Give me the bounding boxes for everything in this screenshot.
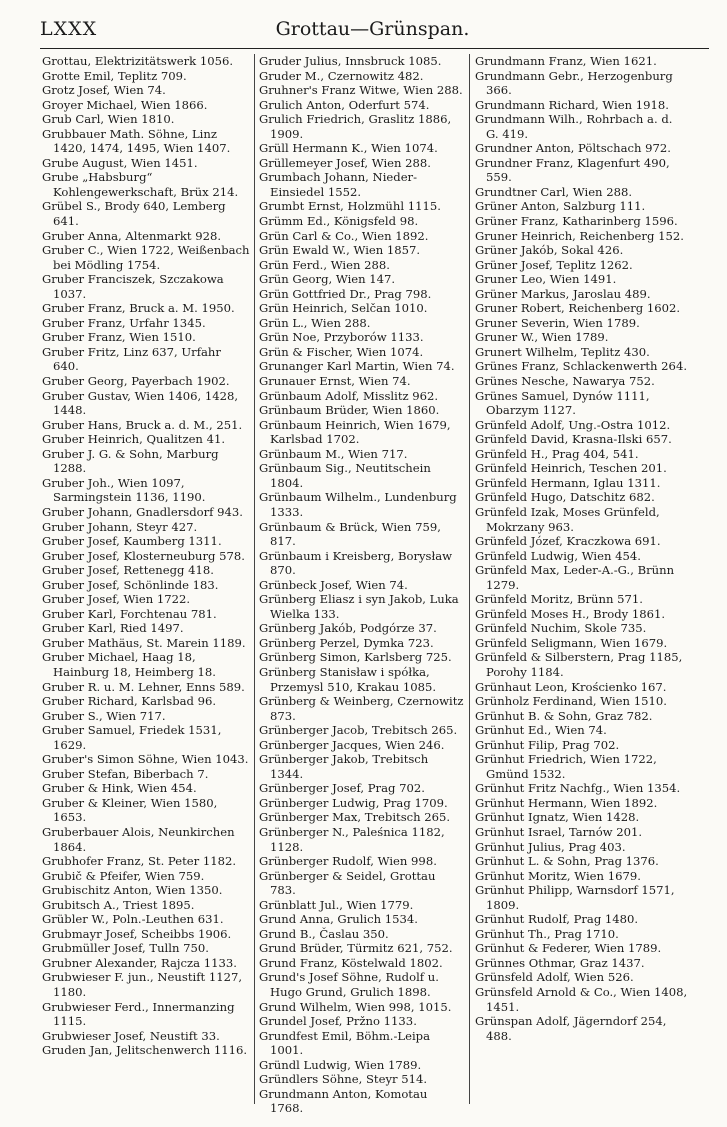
directory-entry: Grünnes Othmar, Graz 1437. xyxy=(475,955,645,970)
directory-entry: Grumbach Johann, Nieder-Einsiedel 1552. xyxy=(259,170,418,199)
directory-entry: Gruner W., Wien 1789. xyxy=(475,330,609,345)
directory-entry: Gruber Richard, Karlsbad 96. xyxy=(42,694,217,709)
directory-entry: Grünfeld Józef, Kraczkowa 691. xyxy=(475,534,661,549)
directory-entry: Gruber Samuel, Friedek 1531, 1629. xyxy=(42,723,222,752)
directory-entry: Grünhut B. & Sohn, Graz 782. xyxy=(475,708,653,723)
directory-entry: Gruner Severin, Wien 1789. xyxy=(475,315,640,330)
directory-entry: Grünhut Th., Prag 1710. xyxy=(475,926,619,941)
directory-entry: Gruber Michael, Haag 18, Hainburg 18, Heimberg 18. xyxy=(42,650,216,679)
directory-entry: Grünberger Josef, Prag 702. xyxy=(259,781,425,796)
directory-entry: Grünes Samuel, Dynów 1111, Obarzym 1127. xyxy=(475,388,650,418)
directory-entry: Grünhaut Leon, Krościenko 167. xyxy=(475,679,667,694)
directory-entry: Grundmann Richard, Wien 1918. xyxy=(475,97,669,112)
directory-entry: Grundmann Gebr., Herzogenburg 366. xyxy=(475,68,673,98)
directory-entry: Grünfeld Hermann, Iglau 1311. xyxy=(475,475,661,490)
directory-entry: Grunert Wilhelm, Teplitz 430. xyxy=(475,344,650,359)
directory-entry: Gründlers Söhne, Steyr 514. xyxy=(259,1072,428,1087)
directory-entry: Grotz Josef, Wien 74. xyxy=(42,83,166,98)
directory-entry: Grünfeld Nuchim, Skole 735. xyxy=(475,621,647,636)
directory-entry: Grübel S., Brody 640, Lemberg 641. xyxy=(42,199,226,229)
directory-entry: Grünberger & Seidel, Grottau 783. xyxy=(259,868,436,898)
directory-entry: Gruber Josef, Klosterneuburg 578. xyxy=(42,548,245,563)
directory-column-1 xyxy=(42,54,250,1058)
directory-entry: Grünhut Fritz Nachfg., Wien 1354. xyxy=(475,781,681,796)
directory-entry: Gruner Leo, Wien 1491. xyxy=(475,272,617,287)
directory-entry: Grünhut L. & Sohn, Prag 1376. xyxy=(475,854,659,869)
directory-entry: Grübler W., Poln.-Leuthen 631. xyxy=(42,912,224,927)
directory-entry: Grünholz Ferdinand, Wien 1510. xyxy=(475,694,667,709)
directory-entry: Grüllemeyer Josef, Wien 288. xyxy=(259,155,431,170)
directory-entry: Grünbaum Sig., Neutitschein 1804. xyxy=(259,461,431,490)
directory-entry: Grumbt Ernst, Holzmühl 1115. xyxy=(259,199,441,214)
directory-entry: Gruner Heinrich, Reichenberg 152. xyxy=(475,228,684,243)
page-title: Grottau—Grünspan. xyxy=(275,18,470,40)
directory-entry: Grund Brüder, Türmitz 621, 752. xyxy=(259,941,453,956)
directory-entry: Grünhut Filip, Prag 702. xyxy=(475,737,620,752)
directory-entry: Grünberger Jakob, Trebitsch 1344. xyxy=(259,752,429,781)
directory-entry: Grün L., Wien 288. xyxy=(259,315,371,330)
directory-entry: Grubner Alexander, Rajcza 1133. xyxy=(42,955,237,970)
directory-entry: Grunanger Karl Martin, Wien 74. xyxy=(259,359,455,374)
directory-entry: Gruber & Hink, Wien 454. xyxy=(42,781,197,796)
directory-entry: Grünfeld & Silberstern, Prag 1185, Porohy 1184. xyxy=(475,650,683,679)
directory-entry: Grünhut Julius, Prag 403. xyxy=(475,839,626,854)
directory-entry: Grubitsch A., Triest 1895. xyxy=(42,897,195,912)
directory-entry: Gruber & Kleiner, Wien 1580, 1653. xyxy=(42,795,218,825)
directory-entry: Grünhut Ed., Wien 74. xyxy=(475,723,607,738)
directory-entry: Grüner Anton, Salzburg 111. xyxy=(475,199,646,214)
directory-entry: Gruber Josef, Wien 1722. xyxy=(42,592,191,607)
directory-entry: Grün Noe, Przyborów 1133. xyxy=(259,330,424,345)
directory-entry: Gruber Heinrich, Qualitzen 41. xyxy=(42,432,226,447)
directory-entry: Grünbaum Wilhelm., Lundenburg 1333. xyxy=(259,490,457,519)
directory-entry: Gruber Karl, Forchtenau 781. xyxy=(42,606,217,621)
directory-entry: Grubwieser F. jun., Neustift 1127, 1180. xyxy=(42,970,243,999)
directory-entry: Gruber Mathäus, St. Marein 1189. xyxy=(42,635,246,650)
directory-entry: Gruhner's Franz Witwe, Wien 288. xyxy=(259,83,463,98)
directory-entry: Grünfeld Max, Leder-A.-G., Brünn 1279. xyxy=(475,563,675,592)
directory-entry: Grünfeld Heinrich, Teschen 201. xyxy=(475,461,667,476)
directory-entry: Grundel Josef, Pržno 1133. xyxy=(259,1014,417,1029)
directory-entry: Gruber Josef, Rettenegg 418. xyxy=(42,563,214,578)
directory-entry: Grubmayr Josef, Scheibbs 1906. xyxy=(42,926,232,941)
directory-entry: Grottau, Elektrizitätswerk 1056. xyxy=(42,54,234,68)
directory-entry: Grünhut & Federer, Wien 1789. xyxy=(475,941,662,956)
directory-entry: Grünberger Jacob, Trebitsch 265. xyxy=(259,723,458,738)
directory-entry: Grünhut Israel, Tarnów 201. xyxy=(475,824,643,839)
directory-entry: Grünfeld Moses H., Brody 1861. xyxy=(475,606,666,621)
directory-entry: Grünbaum & Brück, Wien 759, 817. xyxy=(259,519,441,549)
directory-entry: Grubič & Pfeifer, Wien 759. xyxy=(42,868,205,883)
directory-entry: Grünfeld Ludwig, Wien 454. xyxy=(475,548,641,563)
directory-entry: Gruber Fritz, Linz 637, Urfahr 640. xyxy=(42,344,221,374)
directory-entry: Grund's Josef Söhne, Rudolf u. Hugo Grund, Grulich 1898. xyxy=(259,970,439,999)
column-divider xyxy=(254,54,255,1104)
directory-entry: Gruder M., Czernowitz 482. xyxy=(259,68,424,83)
directory-entry: Grünfeld Hugo, Datschitz 682. xyxy=(475,490,655,505)
directory-entry: Grund Wilhelm, Wien 998, 1015. xyxy=(259,999,452,1014)
directory-entry: Gruber Johann, Gnadlersdorf 943. xyxy=(42,504,243,519)
directory-entry: Grün Heinrich, Selčan 1010. xyxy=(259,301,428,316)
directory-entry: Grünbaum Brüder, Wien 1860. xyxy=(259,403,440,418)
directory-entry: Gruber Franz, Wien 1510. xyxy=(42,330,196,345)
directory-entry: Grünberger Jacques, Wien 246. xyxy=(259,737,445,752)
directory-entry: Grüll Hermann K., Wien 1074. xyxy=(259,141,438,156)
directory-entry: Grund Franz, Köstelwald 1802. xyxy=(259,955,443,970)
directory-entry: Gruber Anna, Altenmarkt 928. xyxy=(42,228,222,243)
directory-entry: Grünes Franz, Schlackenwerth 264. xyxy=(475,359,687,374)
directory-entry: Grünspan Adolf, Jägerndorf 254, 488. xyxy=(475,1014,667,1043)
directory-entry: Gruber Franz, Urfahr 1345. xyxy=(42,315,206,330)
directory-entry: Grünfeld Izak, Moses Grünfeld, Mokrzany 963. xyxy=(475,504,660,534)
directory-entry: Gruber's Simon Söhne, Wien 1043. xyxy=(42,752,249,767)
directory-entry: Grünbaum Adolf, Misslitz 962. xyxy=(259,388,439,403)
directory-entry: Grüner Jakób, Sokal 426. xyxy=(475,243,624,258)
directory-entry: Gruder Julius, Innsbruck 1085. xyxy=(259,54,442,68)
directory-entry: Grün Carl & Co., Wien 1892. xyxy=(259,228,429,243)
directory-entry: Gruber Georg, Payerbach 1902. xyxy=(42,374,230,389)
directory-entry: Grundtner Carl, Wien 288. xyxy=(475,184,633,199)
directory-entry: Gruber J. G. & Sohn, Marburg 1288. xyxy=(42,446,219,476)
directory-entry: Grünberg Perzel, Dymka 723. xyxy=(259,635,434,650)
directory-entry: Grulich Anton, Oderfurt 574. xyxy=(259,97,430,112)
directory-entry: Grotte Emil, Teplitz 709. xyxy=(42,68,187,83)
directory-entry: Grundmann Wilh., Rohrbach a. d. G. 419. xyxy=(475,112,673,141)
directory-entry: Gruber R. u. M. Lehner, Enns 589. xyxy=(42,679,245,694)
directory-entry: Grünberg Eliasz i syn Jakob, Luka Wielka 133. xyxy=(259,592,459,621)
directory-entry: Grube August, Wien 1451. xyxy=(42,155,198,170)
directory-entry: Grünfeld Moritz, Brünn 571. xyxy=(475,592,643,607)
directory-entry: Grünfeld Adolf, Ung.-Ostra 1012. xyxy=(475,417,671,432)
directory-entry: Gruner Robert, Reichenberg 1602. xyxy=(475,301,681,316)
directory-entry: Grubwieser Josef, Neustift 33. xyxy=(42,1028,220,1043)
header-rule xyxy=(40,48,709,49)
directory-entry: Grüner Markus, Jaroslau 489. xyxy=(475,286,651,301)
directory-column-2 xyxy=(259,54,464,1116)
directory-entry: Gruber Franz, Bruck a. M. 1950. xyxy=(42,301,235,316)
directory-entry: Grubhofer Franz, St. Peter 1182. xyxy=(42,854,237,869)
directory-entry: Grünhut Moritz, Wien 1679. xyxy=(475,868,641,883)
directory-entry: Gruber Josef, Kaumberg 1311. xyxy=(42,534,222,549)
directory-entry: Grüner Josef, Teplitz 1262. xyxy=(475,257,633,272)
directory-entry: Gruber Stefan, Biberbach 7. xyxy=(42,766,209,781)
directory-entry: Grundner Franz, Klagenfurt 490, 559. xyxy=(475,155,670,185)
directory-entry: Grünfeld H., Prag 404, 541. xyxy=(475,446,639,461)
directory-entry: Gruber Hans, Bruck a. d. M., 251. xyxy=(42,417,243,432)
directory-entry: Grünbaum i Kreisberg, Borysław 870. xyxy=(259,548,453,578)
directory-entry: Grün Gottfried Dr., Prag 798. xyxy=(259,286,432,301)
directory-entry: Grünbeck Josef, Wien 74. xyxy=(259,577,408,592)
directory-entry: Grünberger N., Paleśnica 1182, 1128. xyxy=(259,824,445,854)
directory-entry: Grund B., Časlau 350. xyxy=(259,926,389,941)
directory-entry: Grünsfeld Adolf, Wien 526. xyxy=(475,970,634,985)
column-divider xyxy=(469,54,470,1104)
directory-entry: Groyer Michael, Wien 1866. xyxy=(42,97,208,112)
directory-entry: Gruber Karl, Ried 1497. xyxy=(42,621,184,636)
directory-entry: Grün Ferd., Wien 288. xyxy=(259,257,390,272)
directory-entry: Grunauer Ernst, Wien 74. xyxy=(259,374,411,389)
directory-entry: Gruberbauer Alois, Neunkirchen 1864. xyxy=(42,824,235,854)
directory-entry: Grünhut Ignatz, Wien 1428. xyxy=(475,810,640,825)
page-number: LXXX xyxy=(40,18,98,40)
directory-entry: Grundmann Anton, Komotau 1768. xyxy=(259,1086,428,1116)
directory-entry: Grümm Ed., Königsfeld 98. xyxy=(259,214,419,229)
directory-entry: Grüner Franz, Katharinberg 1596. xyxy=(475,214,678,229)
directory-entry: Grünberg Simon, Karlsberg 725. xyxy=(259,650,452,665)
directory-entry: Grün Ewald W., Wien 1857. xyxy=(259,243,421,258)
directory-entry: Grubbauer Math. Söhne, Linz 1420, 1474, 1495, Wien 1407. xyxy=(42,126,231,156)
directory-entry: Gruber Franciszek, Szczakowa 1037. xyxy=(42,272,224,301)
directory-entry: Grund Anna, Grulich 1534. xyxy=(259,912,418,927)
directory-entry: Grünblatt Jul., Wien 1779. xyxy=(259,897,414,912)
directory-entry: Grundmann Franz, Wien 1621. xyxy=(475,54,657,68)
directory-entry: Grünfeld David, Krasna-Ilski 657. xyxy=(475,432,672,447)
directory-entry: Grünhut Hermann, Wien 1892. xyxy=(475,795,658,810)
directory-entry: Grünberg Stanisław i spółka, Przemysl 510, Krakau 1085. xyxy=(259,664,437,694)
directory-entry: Grünbaum Heinrich, Wien 1679, Karlsbad 1702. xyxy=(259,417,451,447)
directory-entry: Grünhut Friedrich, Wien 1722, Gmünd 1532. xyxy=(475,752,657,781)
directory-entry: Grubwieser Ferd., Innermanzing 1115. xyxy=(42,999,235,1029)
directory-entry: Grünberger Max, Trebitsch 265. xyxy=(259,810,451,825)
directory-entry: Grubischitz Anton, Wien 1350. xyxy=(42,883,223,898)
directory-entry: Gruber Gustav, Wien 1406, 1428, 1448. xyxy=(42,388,239,418)
directory-entry: Grundner Anton, Pöltschach 972. xyxy=(475,141,671,156)
page-header xyxy=(38,16,707,46)
directory-entry: Grub Carl, Wien 1810. xyxy=(42,112,175,127)
directory-entry: Grünes Nesche, Nawarya 752. xyxy=(475,374,655,389)
directory-entry: Grünsfeld Arnold & Co., Wien 1408, 1451. xyxy=(475,985,688,1014)
directory-entry: Grün Georg, Wien 147. xyxy=(259,272,396,287)
directory-entry: Grube „Habsburg“ Kohlengewerkschaft, Brüx 214. xyxy=(42,170,239,199)
directory-entry: Gruber Josef, Schönlinde 183. xyxy=(42,577,219,592)
directory-entry: Grünberg Jakób, Podgórze 37. xyxy=(259,621,437,636)
directory-entry: Grünfeld Seligmann, Wien 1679. xyxy=(475,635,668,650)
directory-entry: Grünhut Philipp, Warnsdorf 1571, 1809. xyxy=(475,883,675,912)
directory-entry: Grundfest Emil, Böhm.-Leipa 1001. xyxy=(259,1028,431,1058)
directory-entry: Gruden Jan, Jelitschenwerch 1116. xyxy=(42,1043,248,1058)
directory-entry: Grünberger Ludwig, Prag 1709. xyxy=(259,795,448,810)
directory-entry: Gruber S., Wien 717. xyxy=(42,708,166,723)
directory-entry: Gruber C., Wien 1722, Weißenbach bei Mödling 1754. xyxy=(42,243,250,272)
directory-entry: Grünbaum M., Wien 717. xyxy=(259,446,408,461)
directory-entry: Gruber Johann, Steyr 427. xyxy=(42,519,198,534)
directory-entry: Grünberg & Weinberg, Czernowitz 873. xyxy=(259,694,464,723)
directory-entry: Grubmüller Josef, Tulln 750. xyxy=(42,941,209,956)
directory-entry: Grulich Friedrich, Graslitz 1886, 1909. xyxy=(259,112,452,141)
directory-column-3 xyxy=(475,54,688,1043)
directory-entry: Gründl Ludwig, Wien 1789. xyxy=(259,1057,422,1072)
directory-entry: Grünhut Rudolf, Prag 1480. xyxy=(475,912,639,927)
directory-entry: Grün & Fischer, Wien 1074. xyxy=(259,344,424,359)
directory-entry: Gruber Joh., Wien 1097, Sarmingstein 1136, 1190. xyxy=(42,475,206,505)
directory-entry: Grünberger Rudolf, Wien 998. xyxy=(259,854,437,869)
